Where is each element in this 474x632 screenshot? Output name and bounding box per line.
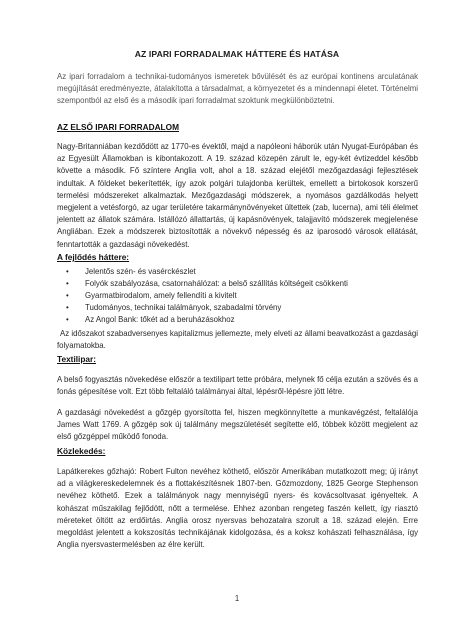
list-item-text: Gyarmatbirodalom, amely fellendíti a kivitelt <box>85 291 237 301</box>
bullet-icon: • <box>66 267 69 276</box>
background-bullet-list <box>57 266 418 326</box>
list-item-text: Tudományos, technikai találmányok, szabadalmi törvény <box>85 303 282 313</box>
list-item <box>57 314 418 326</box>
list-item-text: Jelentős szén- és vasérckészlet <box>85 267 196 276</box>
list-item-text: Az Angol Bank: tőkét ad a beruházásokhoz <box>85 315 235 325</box>
intro-paragraph: Az ipari forradalom a technikai-tudományos ismeretek bővülését és az európai kontinens arculatának megújítását eredményezte, átalakította a társadalmat, a környezetet és a mindennapi életet. Történelmi szempontból az első és a második ipari forradalmat szoktunk megkülönböztetni. <box>57 72 418 106</box>
page-number: 1 <box>234 594 240 603</box>
bullet-icon: • <box>66 291 69 301</box>
transport-paragraph: Lapátkerekes gőzhajó: Robert Fulton nevéhez köthető, először Amerikában mutatkozott meg; új irányt ad a világkereskedelemnek és a flottakészítésnek 1807-ben. Gőzmozdony, 1825 George Stephenson nevéhez köthető. Ezek a találmányok nagy mennyiségű nyers- és kovácsoltvasat igényeltek. A kohászat műszakilag fejlődött, nőtt a termelése. Ehhez azonban rengeteg faszén kellett, így riasztó méreteket öltött az erdőirtás. Anglia orosz nyersvas behozatalra szorult a 18. század elején. Erre megoldást jelentett a kokszosítás technikájának kidolgozása, és a koksz kohászati felhasználása, így Anglia nyersvastermelésben az élre került. <box>57 467 418 550</box>
textile-paragraph-2: A gazdasági növekedést a gőzgép gyorsította fel, hiszen megkönnyítette a munkavégzést, feltalálója James Watt 1769. A gőzgép sok új találmány megszületését segítette elő, többek között megjelent az első gőzgéppel működő fonoda. <box>57 408 418 442</box>
section-heading-background: A fejlődés háttere: <box>57 252 130 262</box>
document-title: AZ IPARI FORRADALMAK HÁTTERE ÉS HATÁSA <box>134 49 340 59</box>
bullet-icon: • <box>66 279 69 289</box>
section-heading-first-industrial-revolution: AZ ELSŐ IPARI FORRADALOM <box>57 122 179 132</box>
textile-paragraph-1: A belső fogyasztás növekedése először a textilipart tette próbára, melynek fő célja ezután a szövés és a fonás gépesítése volt. Ezt több feltaláló találmányai által, lépésről-lépésre jött létre. <box>57 375 418 397</box>
list-item <box>57 278 418 290</box>
list-item-text: Folyók szabályozása, csatornahálózat: a belső szállítás költségeit csökkenti <box>85 279 348 289</box>
first-revolution-paragraph: Nagy-Britanniában kezdődött az 1770-es évektől, majd a napóleoni háborúk után Nyugat-Európában és az Egyesült Államokban is kibontakozott. A 19. század közepén zárult le, egy-két évtizeddel később követte a második. Fő színtere Anglia volt, ahol a 18. század elejétől mezőgazdasági fejlesztések indultak. A földeket bekerítették, így azok polgári tulajdonba kerültek, emellett a birtokosok korszerű termelési módszereket alkalmaztak. Mezőgazdasági módszerek, a nyomásos gazdálkodás helyett megjelent a vetésforgó, az ugar területére takarmánynövényeket ültettek (zab, lucerna), ami téli élelmet jelentett az állatok számára. Istállózó állattartás, új kapásnövények, talajjavító módszerek megjelenése Angliában. Ezek a módszerek biztosították a növekvő népesség és az iparosodó városok ellátását, fenntartották a gazdasági növekedést. <box>57 142 418 249</box>
bullet-icon: • <box>66 303 69 313</box>
bullet-icon: • <box>66 315 69 325</box>
section-heading-transport: Közlekedés: <box>57 446 106 456</box>
list-item <box>57 290 418 302</box>
capitalism-paragraph: Az időszakot szabadversenyes kapitalizmus jellemezte, mely elveti az állami beavatkozást a gazdasági folyamatokba. <box>57 329 418 351</box>
section-heading-textile: Textilipar: <box>57 354 97 364</box>
list-item <box>57 302 418 314</box>
list-item <box>57 266 418 278</box>
